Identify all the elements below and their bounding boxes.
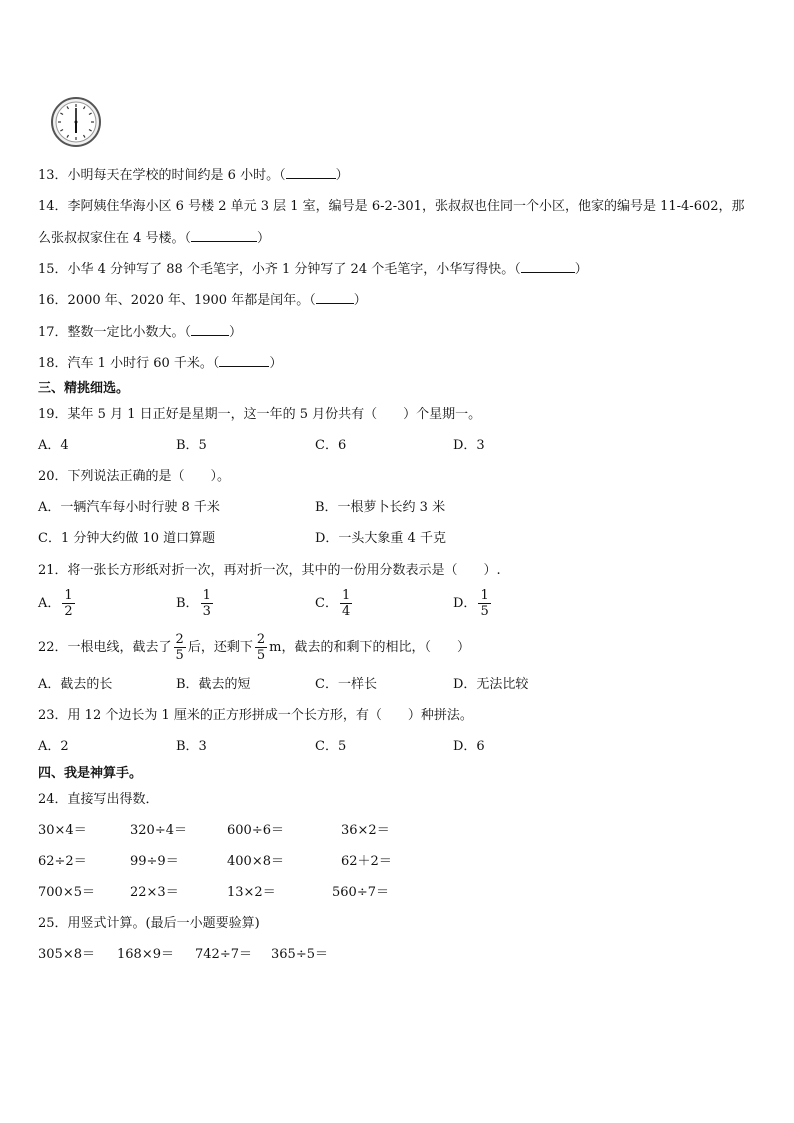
option-d[interactable]: D．6 bbox=[453, 739, 485, 754]
answer-blank[interactable] bbox=[191, 229, 257, 242]
question-15: 15．小华 4 分钟写了 88 个毛笔字，小齐 1 分钟写了 24 个毛笔字，小华写得快。（ ） bbox=[38, 262, 588, 277]
question-17: 17．整数一定比小数大。（ ） bbox=[38, 325, 243, 340]
option-d[interactable]: D．3 bbox=[453, 438, 485, 453]
calc-item: 36×2＝ bbox=[341, 823, 390, 838]
fraction: $\frac{2}{5}$ bbox=[175, 632, 184, 663]
question-22: 22．一根电线，截去了 $\frac{2}{5}$ 后，还剩下 $\frac{2}{5}$ m，截去的和剩下的相比，（ ） bbox=[38, 632, 470, 663]
fraction: $\frac{2}{5}$ bbox=[256, 632, 266, 663]
calc-item: 22×3＝ bbox=[130, 885, 179, 900]
calc-item: 62÷2＝ bbox=[38, 854, 87, 869]
option-b[interactable]: B． $\frac{1}{3}$ bbox=[176, 588, 211, 619]
calc-item: 99÷9＝ bbox=[130, 854, 179, 869]
fraction: $\frac{1}{4}$ bbox=[341, 588, 351, 619]
option-a[interactable]: A．4 bbox=[38, 438, 69, 453]
option-b[interactable]: B．3 bbox=[176, 739, 207, 754]
calc-item: 700×5＝ bbox=[38, 885, 95, 900]
option-c[interactable]: C．5 bbox=[315, 739, 347, 754]
option-c[interactable]: C．一样长 bbox=[315, 677, 377, 692]
option-a[interactable]: A．截去的长 bbox=[38, 677, 113, 692]
question-19: 19．某年 5 月 1 日正好是星期一，这一年的 5 月份共有（ ）个星期一。 bbox=[38, 407, 482, 422]
answer-blank[interactable] bbox=[286, 166, 336, 179]
question-18: 18．汽车 1 小时行 60 千米。（ ） bbox=[38, 356, 283, 371]
option-b[interactable]: B．5 bbox=[176, 438, 207, 453]
calc-item: 62＋2＝ bbox=[341, 854, 392, 869]
calc-item: 30×4＝ bbox=[38, 823, 87, 838]
option-c[interactable]: C．1 分钟大约做 10 道口算题 bbox=[38, 531, 216, 546]
calc-item: 560÷7＝ bbox=[332, 885, 389, 900]
question-16: 16．2000 年、2020 年、1900 年都是闰年。（ ） bbox=[38, 293, 367, 308]
section-heading: 四、我是神算手。 bbox=[38, 766, 143, 781]
calc-item: 13×2＝ bbox=[227, 885, 276, 900]
calc-item: 400×8＝ bbox=[227, 854, 284, 869]
fraction: $\frac{1}{5}$ bbox=[480, 588, 489, 619]
clock-icon bbox=[50, 96, 102, 148]
question-25: 25．用竖式计算。(最后一小题要验算) bbox=[38, 916, 260, 931]
calc-item: 600÷6＝ bbox=[227, 823, 284, 838]
question-14-line-2: 么张叔叔家住在 4 号楼。（ ） bbox=[38, 231, 271, 246]
fraction: $\frac{1}{3}$ bbox=[202, 588, 211, 619]
answer-blank[interactable] bbox=[521, 260, 575, 273]
question-21: 21．将一张长方形纸对折一次，再对折一次，其中的一份用分数表示是（ ）. bbox=[38, 563, 501, 578]
calc-item: 742÷7＝ bbox=[195, 947, 252, 962]
question-24: 24．直接写出得数． bbox=[38, 792, 159, 807]
option-d[interactable]: D．无法比较 bbox=[453, 677, 529, 692]
option-c[interactable]: C．6 bbox=[315, 438, 347, 453]
option-a[interactable]: A． $\frac{1}{2}$ bbox=[38, 588, 73, 619]
option-a[interactable]: A．一辆汽车每小时行驶 8 千米 bbox=[38, 500, 220, 515]
question-20: 20．下列说法正确的是（ ）。 bbox=[38, 469, 231, 484]
calc-item: 320÷4＝ bbox=[130, 823, 187, 838]
option-a[interactable]: A．2 bbox=[38, 739, 69, 754]
answer-blank[interactable] bbox=[219, 354, 269, 367]
option-d[interactable]: D． $\frac{1}{5}$ bbox=[453, 588, 489, 619]
question-13: 13．小明每天在学校的时间约是 6 小时。（ ） bbox=[38, 168, 349, 183]
calc-item: 365÷5＝ bbox=[271, 947, 328, 962]
section-heading: 三、精挑细选。 bbox=[38, 381, 130, 396]
question-14-line-1: 14．李阿姨住华海小区 6 号楼 2 单元 3 层 1 室，编号是 6-2-301，张叔叔也住同一个小区，他家的编号是 11-4-602，那 bbox=[38, 199, 745, 214]
option-d[interactable]: D．一头大象重 4 千克 bbox=[315, 531, 446, 546]
option-b[interactable]: B．一根萝卜长约 3 米 bbox=[315, 500, 446, 515]
fraction: $\frac{1}{2}$ bbox=[64, 588, 73, 619]
question-23: 23．用 12 个边长为 1 厘米的正方形拼成一个长方形，有（ ）种拼法。 bbox=[38, 708, 473, 723]
option-c[interactable]: C． $\frac{1}{4}$ bbox=[315, 588, 351, 619]
option-b[interactable]: B．截去的短 bbox=[176, 677, 251, 692]
answer-blank[interactable] bbox=[191, 323, 229, 336]
answer-blank[interactable] bbox=[316, 291, 354, 304]
calc-item: 305×8＝ bbox=[38, 947, 95, 962]
calc-item: 168×9＝ bbox=[117, 947, 174, 962]
